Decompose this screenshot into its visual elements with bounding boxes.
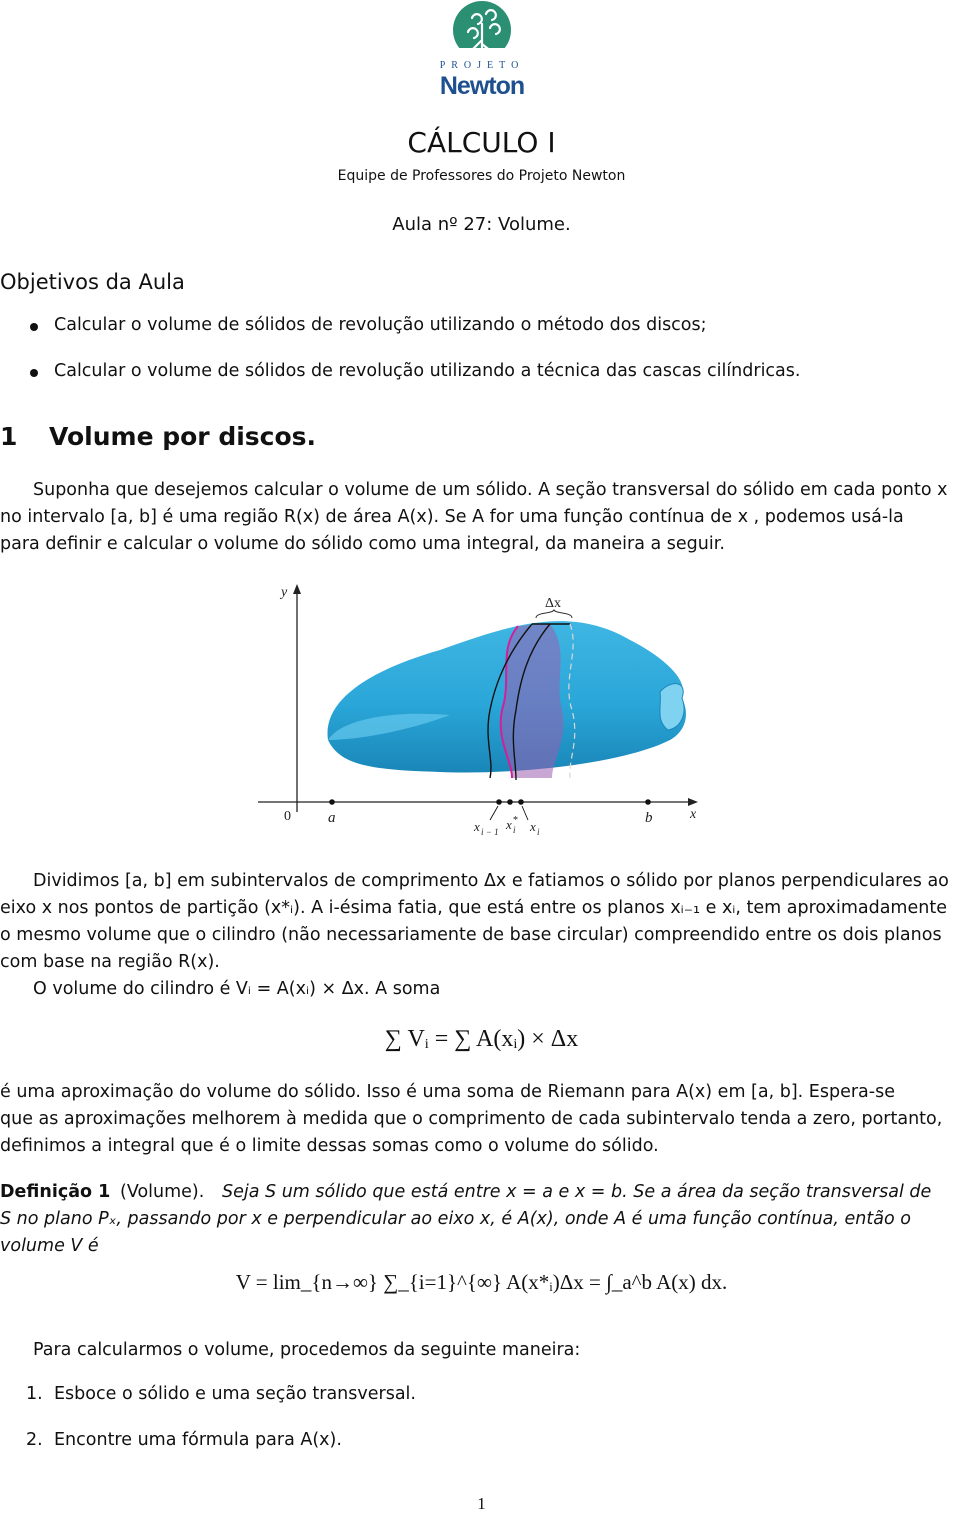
- label-xistar-sub: i: [513, 825, 516, 835]
- step-number: 1.: [26, 1384, 43, 1404]
- paragraph-line: O volume do cilindro é Vᵢ = A(xᵢ) × Δx. A soma: [33, 979, 441, 999]
- volume-formula: V = lim_{n→∞} ∑_{i=1}^{∞} A(x*ᵢ)Δx = ∫_a^b A(x) dx.: [235, 1270, 728, 1294]
- step-text: Encontre uma fórmula para A(x).: [54, 1430, 342, 1450]
- logo: [420, 0, 544, 106]
- solid-slice-figure: [250, 580, 710, 840]
- paragraph-line: Suponha que desejemos calcular o volume de um sólido. A seção transversal do sólido em cada ponto x: [33, 480, 948, 500]
- slice-region: [501, 624, 564, 778]
- section-title: Volume por discos.: [49, 422, 317, 451]
- objective-item: Calcular o volume de sólidos de revolução utilizando a técnica das cascas cilíndricas.: [54, 361, 801, 381]
- y-axis-arrow-icon: [293, 584, 301, 594]
- label-y: y: [281, 585, 288, 600]
- logo-name: Newton: [439, 72, 525, 100]
- definition-label: Definição 1: [0, 1182, 111, 1202]
- paragraph-line: Para calcularmos o volume, procedemos da seguinte maneira:: [33, 1340, 581, 1360]
- definition-line: volume V é: [0, 1236, 99, 1256]
- page-subtitle: Equipe de Professores do Projeto Newton: [337, 168, 626, 184]
- section-number: 1: [0, 422, 18, 451]
- page-title: CÁLCULO I: [407, 126, 556, 159]
- paragraph-line: Dividimos [a, b] em subintervalos de comprimento Δx e fatiamos o sólido por planos perpendiculares ao: [33, 871, 949, 891]
- paragraph-line: é uma aproximação do volume do sólido. Isso é uma soma de Riemann para A(x) em [a, b]. Espera-se: [0, 1082, 895, 1102]
- label-a: a: [328, 810, 336, 826]
- point-xim1: [496, 799, 502, 805]
- paragraph-line: que as aproximações melhorem à medida que o comprimento de cada subintervalo tenda a zero, portanto,: [0, 1109, 943, 1129]
- page-number: 1: [477, 1494, 486, 1513]
- label-xim1-sub: i − 1: [481, 827, 499, 837]
- paragraph-line: o mesmo volume que o cilindro (não necessariamente de base circular) compreendido entre os dois planos: [0, 925, 942, 945]
- bullet-icon: [30, 369, 38, 377]
- step-number: 2.: [26, 1430, 43, 1450]
- lesson-title: Aula nº 27: Volume.: [392, 214, 571, 235]
- arrow-xim1: [490, 806, 498, 820]
- paragraph-line: eixo x nos pontos de partição (x*ᵢ). A i-ésima fatia, que está entre os planos xᵢ₋₁ e xᵢ, tem aproximadamente: [0, 898, 947, 918]
- objectives-heading: Objetivos da Aula: [0, 270, 185, 294]
- label-dx: Δx: [545, 596, 562, 611]
- definition-line: Seja S um sólido que está entre x = a e x = b. Se a área da seção transversal de: [222, 1182, 932, 1202]
- point-a: [329, 799, 335, 805]
- point-xistar: [507, 799, 513, 805]
- paragraph-line: no intervalo [a, b] é uma região R(x) de área A(x). Se A for uma função contínua de x , podemos usá-la: [0, 507, 904, 527]
- bullet-icon: [30, 323, 38, 331]
- label-xi-sub: i: [537, 827, 540, 837]
- paragraph-line: para definir e calcular o volume do sólido como uma integral, da maneira a seguir.: [0, 534, 725, 554]
- definition-line: S no plano Pₓ, passando por x e perpendicular ao eixo x, é A(x), onde A é uma função contínua, então o: [0, 1209, 911, 1229]
- paragraph-line: definimos a integral que é o limite dessas somas como o volume do sólido.: [0, 1136, 659, 1156]
- label-xistar: x: [506, 817, 512, 832]
- paragraph-line: com base na região R(x).: [0, 952, 220, 972]
- x-axis-arrow-icon: [688, 798, 698, 806]
- label-xistar-sup: *: [513, 815, 518, 826]
- delta-x-brace: [536, 610, 572, 618]
- logo-top-text: PROJETO: [439, 60, 525, 71]
- label-xim1: x: [474, 819, 480, 834]
- objective-item: Calcular o volume de sólidos de revolução utilizando o método dos discos;: [54, 315, 707, 335]
- label-zero: 0: [284, 809, 291, 824]
- sum-equation: ∑ Vᵢ = ∑ A(xᵢ) × Δx: [384, 1026, 579, 1052]
- step-text: Esboce o sólido e uma seção transversal.: [54, 1384, 416, 1404]
- point-b: [645, 799, 651, 805]
- projeto-newton-logo-icon: [420, 0, 544, 64]
- definition-name: (Volume).: [120, 1182, 205, 1202]
- label-xi: x: [530, 819, 536, 834]
- label-x: x: [690, 807, 697, 822]
- label-b: b: [645, 810, 653, 826]
- arrow-xi: [522, 806, 528, 820]
- point-xi: [518, 799, 524, 805]
